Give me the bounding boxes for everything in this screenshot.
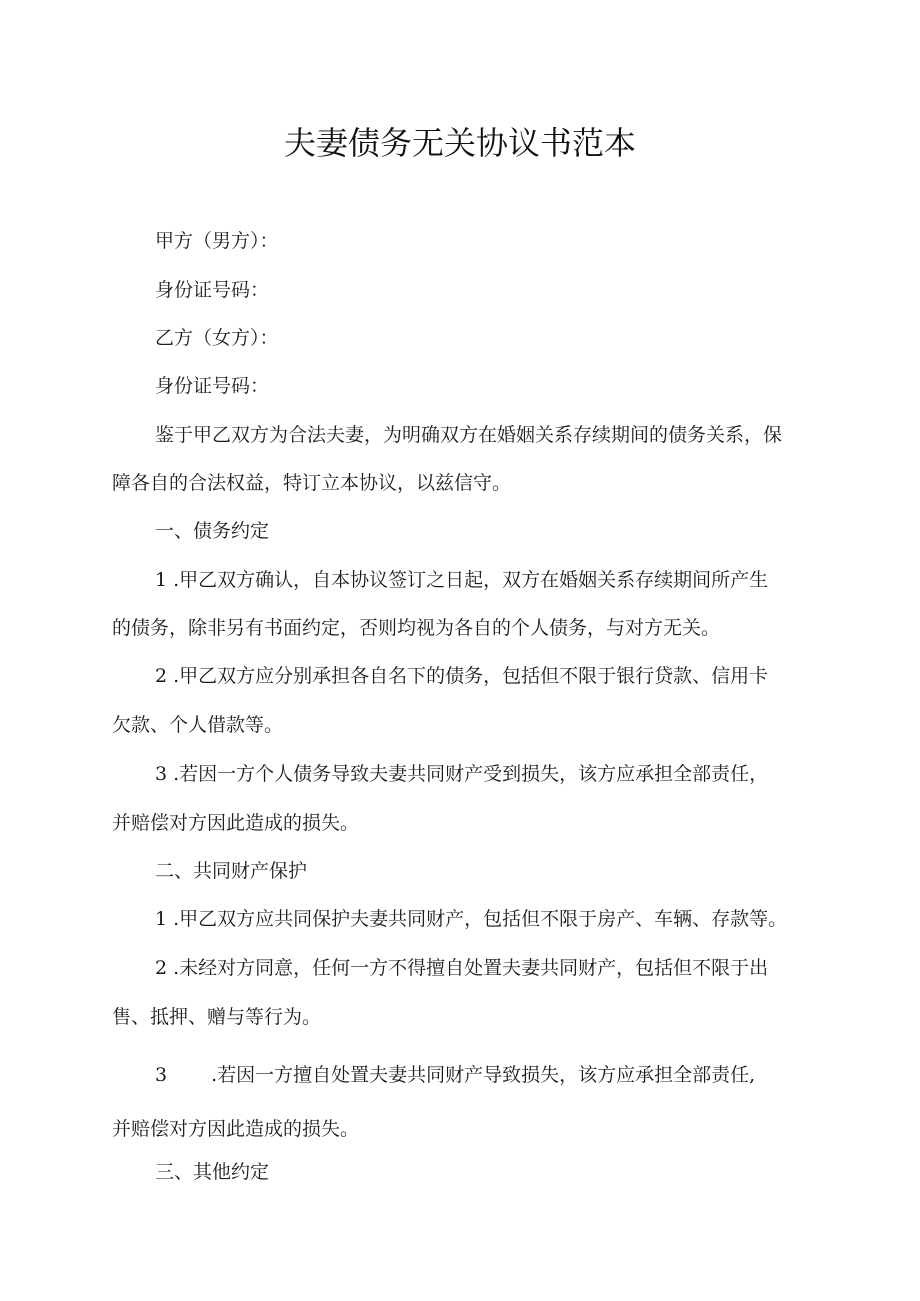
page-title: 夫妻债务无关协议书范本 bbox=[283, 124, 636, 162]
item-number: 1 bbox=[155, 569, 168, 591]
section-1-item-1-line-1 bbox=[155, 568, 768, 592]
section-1-item-2-line-2: 欠款、个人借款等。 bbox=[112, 714, 284, 736]
party-b-id-label: 身份证号码： bbox=[155, 375, 270, 397]
section-1-heading: 一、债务约定 bbox=[155, 520, 270, 542]
section-1-item-2-line-1 bbox=[155, 664, 768, 688]
preamble-line-2: 障各自的合法权益，特订立本协议，以兹信守。 bbox=[112, 472, 512, 494]
party-a-label: 甲方（男方）： bbox=[155, 230, 279, 252]
item-number: 3 bbox=[155, 763, 168, 785]
item-text: .未经对方同意，任何一方不得擅自处置夫妻共同财产，包括但不限于出 bbox=[173, 957, 769, 979]
section-3-heading: 三、其他约定 bbox=[155, 1161, 270, 1183]
preamble-line-1: 鉴于甲乙双方为合法夫妻，为明确双方在婚姻关系存续期间的债务关系，保 bbox=[155, 424, 783, 446]
section-2-item-3-line-1 bbox=[155, 1063, 755, 1087]
section-2-item-2-line-1 bbox=[155, 956, 768, 980]
item-text: .甲乙双方应分别承担各自名下的债务，包括但不限于银行贷款、信用卡 bbox=[173, 665, 769, 687]
item-number: 1 bbox=[155, 908, 168, 930]
section-1-item-1-line-2: 的债务，除非另有书面约定，否则均视为各自的个人债务，与对方无关。 bbox=[112, 617, 721, 639]
item-number: 2 bbox=[155, 665, 168, 687]
section-2-heading: 二、共同财产保护 bbox=[155, 860, 308, 882]
item-text: .若因一方个人债务导致夫妻共同财产受到损失，该方应承担全部责任， bbox=[173, 763, 769, 785]
party-b-label: 乙方（女方）： bbox=[155, 327, 279, 349]
section-1-item-3-line-1 bbox=[155, 762, 768, 786]
section-2-item-1-line-1 bbox=[155, 907, 787, 931]
section-2-item-2-line-2: 售、抵押、赠与等行为。 bbox=[112, 1006, 322, 1028]
section-2-item-3-line-2: 并赔偿对方因此造成的损失。 bbox=[112, 1118, 360, 1140]
item-number: 3 bbox=[155, 1064, 168, 1086]
party-a-id-label: 身份证号码： bbox=[155, 279, 270, 301]
item-text: .甲乙双方确认，自本协议签订之日起，双方在婚姻关系存续期间所产生 bbox=[173, 569, 769, 591]
item-text: .若因一方擅自处置夫妻共同财产导致损失，该方应承担全部责任, bbox=[211, 1064, 756, 1086]
item-text: .甲乙双方应共同保护夫妻共同财产，包括但不限于房产、车辆、存款等。 bbox=[173, 908, 788, 930]
item-number: 2 bbox=[155, 957, 168, 979]
section-1-item-3-line-2: 并赔偿对方因此造成的损失。 bbox=[112, 812, 360, 834]
